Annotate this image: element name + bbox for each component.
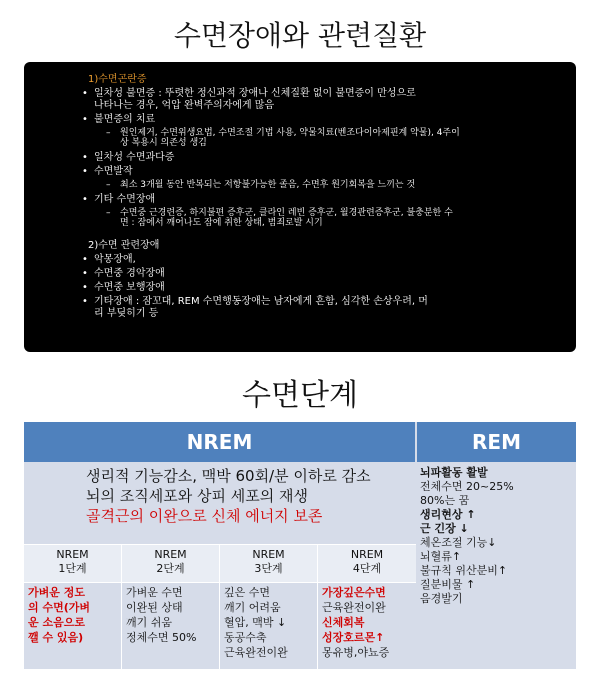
rem-line: 뇌혈류↑	[420, 550, 462, 563]
rem-line: 질분비물 ↑	[420, 578, 476, 591]
page-title-disorders: 수면장애와 관련질환	[173, 19, 427, 52]
stage-1-detail: 가벼운 정도 의 수면(가벼 운 소음으로 깰 수 있음)	[28, 586, 90, 644]
sub-item: – 수면중 근경련증, 하지불편 증후군, 클라인 레빈 증후군, 월경관련증후군, 불충분한 수	[106, 208, 453, 218]
sleep-stage-table	[24, 422, 576, 669]
rem-detail	[416, 462, 576, 669]
disorders-panel	[24, 62, 576, 352]
list-item: • 수면발작	[82, 166, 133, 177]
nrem-summary	[24, 462, 416, 544]
list-item: • 수면중 경악장애	[82, 268, 165, 279]
nrem-summary-line-highlight: 골격근의 이완으로 신체 에너지 보존	[86, 507, 323, 525]
sub-item: – 원인제거, 수면위생요법, 수면조절 기법 사용, 약물치료(벤조다이아제핀계 약물), 4주이	[106, 128, 460, 138]
nrem-summary-line: 뇌의 조직세포와 상피 세포의 재생	[86, 487, 308, 505]
stage-1-label: NREM 1단계	[56, 548, 89, 575]
stage-3-label: NREM 3단계	[252, 548, 285, 575]
list-item: • 악몽장애,	[82, 254, 136, 265]
stage-detail-row	[24, 582, 416, 660]
list-item: • 수면중 보행장애	[82, 282, 165, 293]
rem-header: REM	[417, 422, 576, 462]
rem-line: 불규칙 위산분비↑	[420, 564, 508, 577]
divider	[121, 544, 122, 669]
stage-2-detail: 가벼운 수면 이완된 상태 깨기 쉬움 정체수면 50%	[126, 586, 197, 644]
rem-line: 80%는 꿈	[420, 494, 470, 507]
nrem-header: NREM	[24, 422, 415, 462]
divider	[24, 544, 416, 545]
list-item: • 기타 수면장애	[82, 194, 156, 205]
rem-line: 전체수면 20~25%	[420, 480, 514, 493]
sub-item: – 최소 3개월 동안 반복되는 저항불가능한 졸음, 수면후 원기회복을 느끼는 것	[106, 180, 416, 190]
nrem-summary-line: 생리적 기능감소, 맥박 60회/분 이하로 감소	[86, 467, 371, 485]
stage-4-detail: 가장깊은수면 근육완전이완 신체회복 성장호르몬↑ 몽유병,야뇨증	[322, 586, 390, 659]
list-item: • 기타장애 : 잠꼬대, REM 수면행동장애는 남자에게 흔함, 심각한 손상우려, 머	[82, 296, 428, 307]
list-item: • 일차성 불면증 : 뚜렷한 정신과적 장애나 신체질환 없이 불면증이 만성으로	[82, 88, 416, 99]
section-heading-2: 2)수면 관련장애	[88, 240, 160, 251]
list-item-cont: 나타나는 경우, 억압 완벽주의자에게 많음	[94, 100, 275, 111]
rem-line: 생리현상 ↑	[420, 508, 476, 521]
divider	[317, 544, 318, 669]
divider	[24, 582, 416, 583]
divider	[219, 544, 220, 669]
rem-line: 체온조절 기능↓	[420, 536, 497, 549]
sub-item-cont: 상 복용시 의존성 생김	[120, 138, 207, 148]
stage-2-label: NREM 2단계	[154, 548, 187, 575]
list-item: • 일차성 수면과다증	[82, 152, 175, 163]
stage-4-label: NREM 4단계	[350, 548, 384, 575]
section-heading-1: 1)수면곤란증	[88, 74, 147, 85]
rem-line: 뇌파활동 활발	[420, 466, 488, 479]
sub-item-cont: 면 : 잠에서 깨어나도 잠에 취한 상태, 범죄로발 시기	[120, 218, 323, 228]
page-title-stages: 수면단계	[242, 378, 358, 413]
stage-header-row	[24, 544, 416, 582]
list-item: • 불면증의 치료	[82, 114, 156, 125]
stage-3-detail: 깊은 수면 깨기 어려움 혈압, 맥박 ↓ 동공수축 근육완전이완	[224, 586, 288, 659]
rem-line: 근 긴장 ↓	[420, 522, 469, 535]
rem-line: 음경발기	[420, 592, 463, 605]
list-item-cont: 리 부딪히기 등	[94, 308, 159, 319]
